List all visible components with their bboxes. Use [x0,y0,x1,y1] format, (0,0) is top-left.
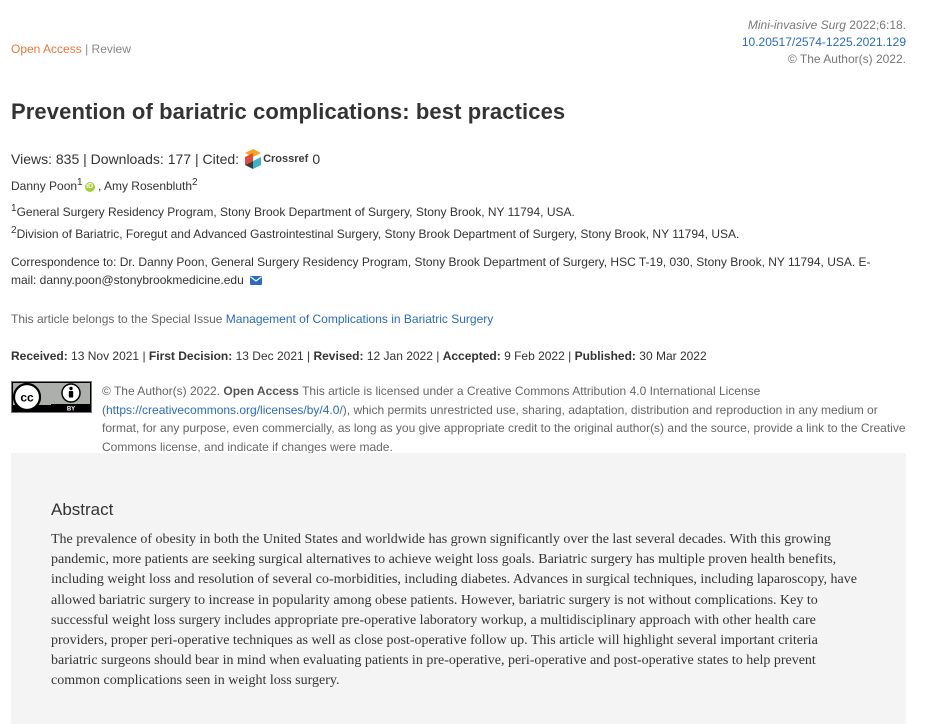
date-label: Published: [574,349,636,363]
citation-block [742,17,906,68]
cited-label: Cited: [202,151,240,167]
author-separator: , [97,179,102,193]
affiliation-number: 2 [11,225,17,236]
copyright-notice: © The Author(s) 2022. [787,52,906,66]
downloads-label: Downloads: [90,151,164,167]
author-list [11,177,198,193]
separator: | [83,151,87,167]
orcid-icon[interactable]: iD [86,182,94,190]
correspondence-text: Correspondence to: Dr. Danny Poon, General Surgery Residency Program, Stony Brook Department of Surgery, HSC T-19, 030, Stony Brook, NY 11794, USA. E-mail: danny.poon@stonybrookmedicine.edu [11,255,871,287]
publication-dates: Received: 13 Nov 2021 | First Decision: 13 Dec 2021 | Revised: 12 Jan 2022 | Accepted: 9 Feb 2022 | Published: 30 Mar 2022 [11,349,707,363]
date-value: 13 Dec 2021 [235,349,304,363]
crossref-wordmark: Crossref [263,153,309,165]
license-open-access: Open Access [223,384,299,398]
cited-count[interactable]: 0 [312,151,321,167]
abstract-heading: Abstract [51,500,114,519]
downloads-count: 177 [167,151,192,167]
crossref-icon [245,149,261,169]
author-affiliation-number: 2 [192,177,198,188]
affiliation-number: 1 [11,203,17,214]
creative-commons-by-badge[interactable] [11,381,92,413]
special-issue-prefix: This article belongs to the Special Issue [11,312,223,326]
date-value: 9 Feb 2022 [504,349,565,363]
date-value: 12 Jan 2022 [366,349,433,363]
license-text: This article is licensed under a Creative Commons Attribution 4.0 International License ( [102,384,761,417]
date-label: Received: [11,349,68,363]
date-label: First Decision: [148,349,233,363]
journal-name: Mini-invasive Surg [747,18,846,32]
correspondence [11,253,891,290]
affiliation-text: General Surgery Residency Program, Stony Brook Department of Surgery, Stony Brook, NY 11794, USA. [16,205,575,219]
affiliation-text: Division of Bariatric, Foregut and Advanced Gastrointestinal Surgery, Stony Brook Department of Surgery, Stony Brook, NY 11794, USA. [16,227,740,241]
envelope-icon[interactable] [250,272,262,290]
license-link[interactable]: https://creativecommons.org/licenses/by/4.0/ [106,402,343,417]
author-link[interactable]: Danny Poon [11,179,78,193]
date-value: 13 Nov 2021 [71,349,140,363]
by-label: BY [66,406,76,413]
author-link[interactable]: Amy Rosenbluth [103,179,193,193]
author-affiliation-number: 1 [77,177,83,188]
cc-by-icon [11,381,92,413]
article-type-line [11,42,131,56]
special-issue-link[interactable]: Management of Complications in Bariatric Surgery [225,312,494,326]
affiliation [11,203,575,219]
article-title: Prevention of bariatric complications: best practices [11,99,566,124]
envelope-icon-svg [250,276,262,285]
views-label: Views: [11,151,52,167]
separator: | [194,151,199,167]
license-text: ), which permits unrestricted use, sharing, adaptation, distribution and reproduction in any medium or format, for any purpose, even commercially, as long as you give appropriate credit to the original author(s) and the source, provide a link to the Creative Commons license, and indicate if changes were made. [102,402,906,454]
journal-volume: 2022;6:18. [849,18,906,32]
views-count: 835 [55,151,80,167]
date-value: 30 Mar 2022 [639,349,707,363]
abstract-text: The prevalence of obesity in both the United States and worldwide has grown significantly over the last several decades. With this growing pandemic, more patients are seeking surgical alternatives to achieve weight loss goals. Bariatric surgery has multiple proven health benefits, including weight loss and resolution of several co-morbidities, including diabetes. Advances in surgical techniques, including laparoscopy, have allowed bariatric surgery to increase in popularity among obese patients. However, bariatric surgery is not without complications. Key to successful weight loss surgery includes appropriate pre-operative laboratory workup, a multidisciplinary approach with other health care providers, proper peri-operative techniques as well as close post-operative follow up. This article will highlight several important criteria bariatric surgeons should bear in mind when evaluating patients in pre-operative, peri-operative and post-operative states to help prevent common complications seen in weight loss surgery. [51,532,857,689]
article-type-label: Review [91,42,131,56]
cc-letters: cc [20,390,34,405]
special-issue-notice [11,312,493,326]
open-access-label: Open Access [11,42,82,56]
license-copyright: © The Author(s) 2022. [102,384,221,398]
crossref-logo[interactable] [245,149,308,169]
date-label: Accepted: [442,349,501,363]
license-notice [102,382,908,456]
article-metrics [11,149,320,169]
date-label: Revised: [313,349,364,363]
doi-link[interactable]: 10.20517/2574-1225.2021.129 [741,35,906,49]
separator: | [85,42,89,56]
affiliation [11,225,739,241]
